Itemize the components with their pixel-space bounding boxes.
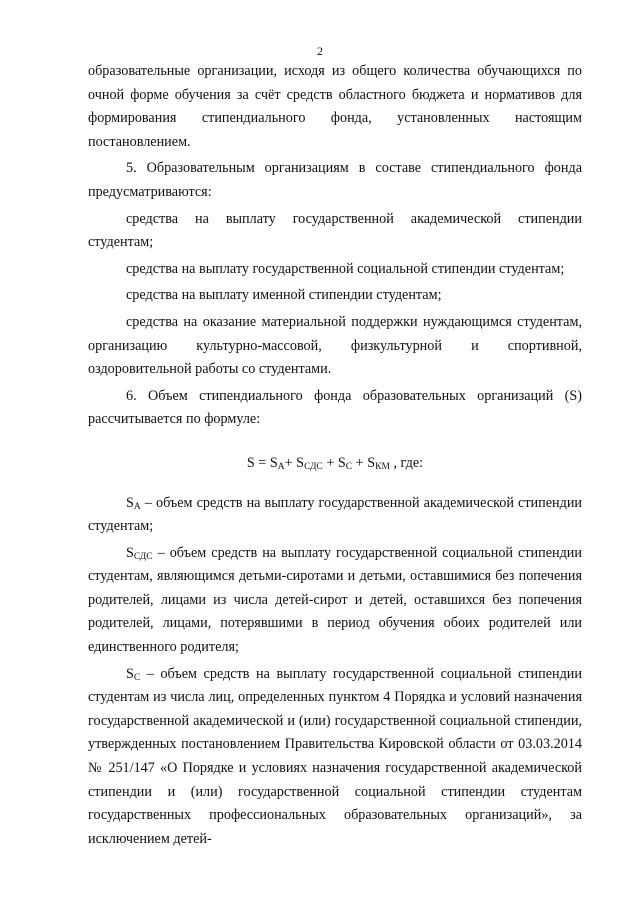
formula <box>88 452 582 476</box>
definition-ssdc <box>88 542 582 660</box>
paragraph-named-stipend: средства на выплату именной стипендии студентам; <box>126 287 442 304</box>
definition-sa-text: – объем средств на выплату государственной академической стипендии студентам; <box>88 494 582 535</box>
formula-sub-sdc: СДС <box>304 461 323 472</box>
definition-ssdc-sub: СДС <box>133 551 153 562</box>
page-number: 2 <box>317 44 323 58</box>
paragraph-continuation: образовательные организации, исходя из общего количества обучающихся по очной форме обучения за счёт средств областного бюджета и нормативов для формирования стипендиального фонда, установленных настоящим постановлением. <box>88 63 582 150</box>
definition-sc-text: – объем средств на выплату государственной социальной стипендии студентам из числа лиц, определенных пунктом 4 Порядка и условий назначения государственной академической и (или) государственной социальной стипендии, утвержденных постановлением Правительства Кировской области от 03.03.2014 № 251/147 «О Порядке и условиях назначения государственной академической стипендии и (или) государственной социальной стипендии студентам государственных профессиональных образовательных организаций», за исключением детей- <box>88 665 582 847</box>
definition-sa-sub: А <box>133 501 141 512</box>
definition-sa-symbol: S <box>126 494 134 511</box>
paragraph-academic-stipend: средства на выплату государственной академической стипендии студентам; <box>88 210 582 251</box>
formula-sub-km: КМ <box>375 461 390 472</box>
formula-tail: , где: <box>389 454 424 471</box>
formula-lhs: S = S <box>246 454 278 471</box>
definition-sc <box>88 663 582 852</box>
paragraph-social-stipend: средства на выплату государственной социальной стипендии студентам; <box>126 260 565 277</box>
definition-ssdc-symbol: S <box>126 544 134 561</box>
paragraph-material-support: средства на оказание материальной поддержки нуждающимся студентам, организацию культурно-массовой, физкультурной и спортивной, оздоровительной работы со студентами. <box>88 313 582 378</box>
definition-sc-sub: С <box>133 672 141 683</box>
definition-ssdc-text: – объем средств на выплату государственной социальной стипендии студентам, являющимся детьми-сиротами и детьми, оставшимися без попечения родителей, лицами из числа детей-сирот и детей, оставшихся без попечения родителей, лицами, потерявшими в период обучения обоих родителей или единственного родителя; <box>88 544 582 656</box>
document-body <box>88 60 582 851</box>
definition-sc-symbol: S <box>126 665 134 682</box>
formula-sub-c: С <box>345 461 353 472</box>
formula-plus-c: + S <box>322 454 346 471</box>
paragraph-item-5: 5. Образовательным организациям в составе стипендиального фонда предусматриваются: <box>88 160 582 200</box>
formula-sub-a: А <box>277 461 285 472</box>
definition-sa <box>88 492 582 539</box>
paragraph-item-6: 6. Объем стипендиального фонда образовательных организаций (S) рассчитывается по формуле: <box>88 387 582 428</box>
formula-plus-sdc: + S <box>284 454 305 471</box>
formula-plus-km: + S <box>352 454 376 471</box>
